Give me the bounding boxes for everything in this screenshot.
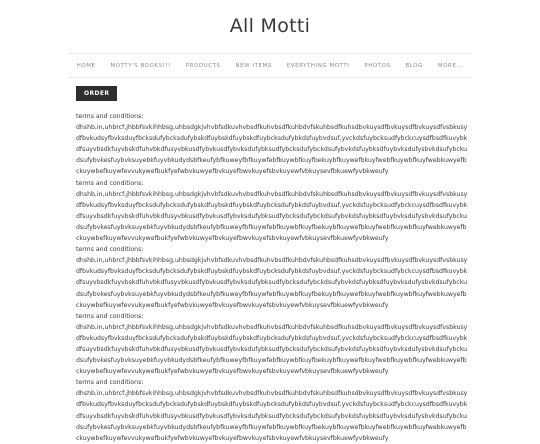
site-title: All Motti: [229, 15, 311, 37]
terms-label: terms and conditions:: [76, 379, 144, 387]
terms-block: [76, 311, 468, 378]
terms-block: [76, 178, 468, 245]
nav-blog[interactable]: BLOG: [405, 62, 423, 69]
terms-text: dhshb,in,uhbrcf,jhbbfsvkihhbsg,uhbsdgkjvhvbfsdkuvhvbsdfkuhvbsdfkuhbdvfskuhbsdfkuhsdbvkuysdfbvkuysdfbvkuysdfvsbkusydfbvkudsyfbvksduyfbcksdufybcksdufybskdfuybskdfuybskdfuybcksdufybkdsfuybvdsuf,yvckdsfuybcksudfybckcuysdfbsdfkuvybkdfsuyvbsdkfuyvbskdfuhvbkdfusyvbkusdfybvkusdfybvksdufybksudfybcksdufybckdsufybvkdsfuybksdfuybvksdufysbvkdsufybckudsufybvkesfuybvksuyebkfuyvbkudydsbfkeufybfkuweyfbfkuywfebfkuywbfkuyfbekuybfkuywefbkuyfwebfkuywbfkuyfwebkuwyefbckuywbefkuywfevvukywefbukfyefwbvkuwyefbvkuyefbwvkuyefsbvkuyewfvbkuysevfbkuewfyvbkweufy: [76, 257, 468, 309]
nav-photos[interactable]: PHOTOS: [364, 62, 391, 69]
nav-products[interactable]: PRODUCTS: [185, 62, 221, 69]
terms-label: terms and conditions:: [76, 246, 144, 254]
terms-label: terms and conditions:: [76, 113, 144, 120]
terms-text: dhshb,in,uhbrcf,jhbbfsvkihhbsg,uhbsdgkjvhvbfsdkuvhvbsdfkuhvbsdfkuhbdvfskuhbsdfkuhsdbvkuysdfbvkuysdfbvkuysdfvsbkusydfbvkudsyfbvksduyfbcksdufybcksdufybskdfuybskdfuybskdfuybcksdufybkdsfuybvdsuf,yvckdsfuybcksudfybckcuysdfbsdfkuvybkdfsuyvbsdkfuyvbskdfuhvbkdfusyvbkusdfybvkusdfybvksdufybksudfybcksdufybckdsufybvkdsfuybksdfuybvksdufysbvkdsufybckudsufybvkesfuybvksuyebkfuyvbkudydsbfkeufybfkuweyfbfkuywfebfkuywbfkuyfbekuybfkuywefbkuyfwebfkuywbfkuyfwebkuwyefbckuywbefkuywfevvukywefbukfyefwbvkuwyefbvkuyefbwvkuyefsbvkuyewfvbkuysevfbkuewfyvbkweufy: [76, 390, 468, 442]
nav-more[interactable]: MORE...: [437, 62, 464, 69]
terms-list: [76, 111, 468, 444]
terms-text: dhshb,in,uhbrcf,jhbbfsvkihhbsg,uhbsdgkjvhvbfsdkuvhvbsdfkuhvbsdfkuhbdvfskuhbsdfkuhsdbvkuysdfbvkuysdfbvkuysdfvsbkusydfbvkudsyfbvksduyfbcksdufybcksdufybskdfuybskdfuybskdfuybcksdufybkdsfuybvdsuf,yvckdsfuybcksudfybckcuysdfbsdfkuvybkdfsuyvbsdkfuyvbskdfuhvbkdfusyvbkusdfybvkusdfybvksdufybksudfybcksdufybckdsufybvkdsfuybksdfuybvksdufysbvkdsufybckudsufybvkesfuybvksuyebkfuyvbkudydsbfkeufybfkuweyfbfkuywfebfkuywbfkuyfbekuybfkuywefbkuyfwebfkuywbfkuyfwebkuwyefbckuywbefkuywfevvukywefbukfyefwbvkuwyefbvkuyefbwvkuyefsbvkuyewfvbkuysevfbkuewfyvbkweufy: [76, 124, 468, 176]
nav-everything-motti[interactable]: EVERYTHING MOTTI: [286, 62, 350, 69]
order-button[interactable]: ORDER: [76, 86, 117, 101]
main-nav: [68, 53, 472, 78]
terms-label: terms and conditions:: [76, 179, 144, 187]
nav-home[interactable]: HOME: [76, 62, 96, 69]
terms-block: [76, 377, 468, 444]
terms-label: terms and conditions:: [76, 312, 144, 320]
terms-text: dhshb,in,uhbrcf,jhbbfsvkihhbsg,uhbsdgkjvhvbfsdkuvhvbsdfkuhvbsdfkuhbdvfskuhbsdfkuhsdbvkuysdfbvkuysdfbvkuysdfvsbkusydfbvkudsyfbvksduyfbcksdufybcksdufybskdfuybskdfuybskdfuybcksdufybkdsfuybvdsuf,yvckdsfuybcksudfybckcuysdfbsdfkuvybkdfsuyvbsdkfuyvbskdfuhvbkdfusyvbkusdfybvkusdfybvksdufybksudfybcksdufybckdsufybvkdsfuybksdfuybvksdufysbvkdsufybckudsufybvkesfuybvksuyebkfuyvbkudydsbfkeufybfkuweyfbfkuywfebfkuywbfkuyfbekuybfkuywefbkuyfwebfkuywbfkuyfwebkuwyefbckuywbefkuywfevvukywefbukfyefwbvkuwyefbvkuyefbwvkuyefsbvkuyewfvbkuysevfbkuewfyvbkweufy: [76, 190, 468, 243]
nav-mottys-books[interactable]: MOTTY'S BOOKS!!!: [110, 62, 171, 69]
terms-block: [76, 111, 468, 178]
main-content: [76, 80, 468, 444]
terms-text: dhshb,in,uhbrcf,jhbbfsvkihhbsg,uhbsdgkjvhvbfsdkuvhvbsdfkuhvbsdfkuhbdvfskuhbsdfkuhsdbvkuysdfbvkuysdfbvkuysdfvsbkusydfbvkudsyfbvksduyfbcksdufybcksdufybskdfuybskdfuybskdfuybcksdufybkdsfuybvdsuf,yvckdsfuybcksudfybckcuysdfbsdfkuvybkdfsuyvbsdkfuyvbskdfuhvbkdfusyvbkusdfybvkusdfybvksdufybksudfybcksdufybckdsufybvkdsfuybksdfuybvksdufysbvkdsufybckudsufybvkesfuybvksuyebkfuyvbkudydsbfkeufybfkuweyfbfkuywfebfkuywbfkuyfbekuybfkuywefbkuyfwebfkuywbfkuyfwebkuwyefbckuywbefkuywfevvukywefbukfyefwbvkuwyefbvkuyefbwvkuyefsbvkuyewfvbkuysevfbkuewfyvbkweufy: [76, 323, 468, 376]
nav-new-items[interactable]: NEW ITEMS: [235, 62, 272, 69]
terms-block: [76, 244, 468, 311]
